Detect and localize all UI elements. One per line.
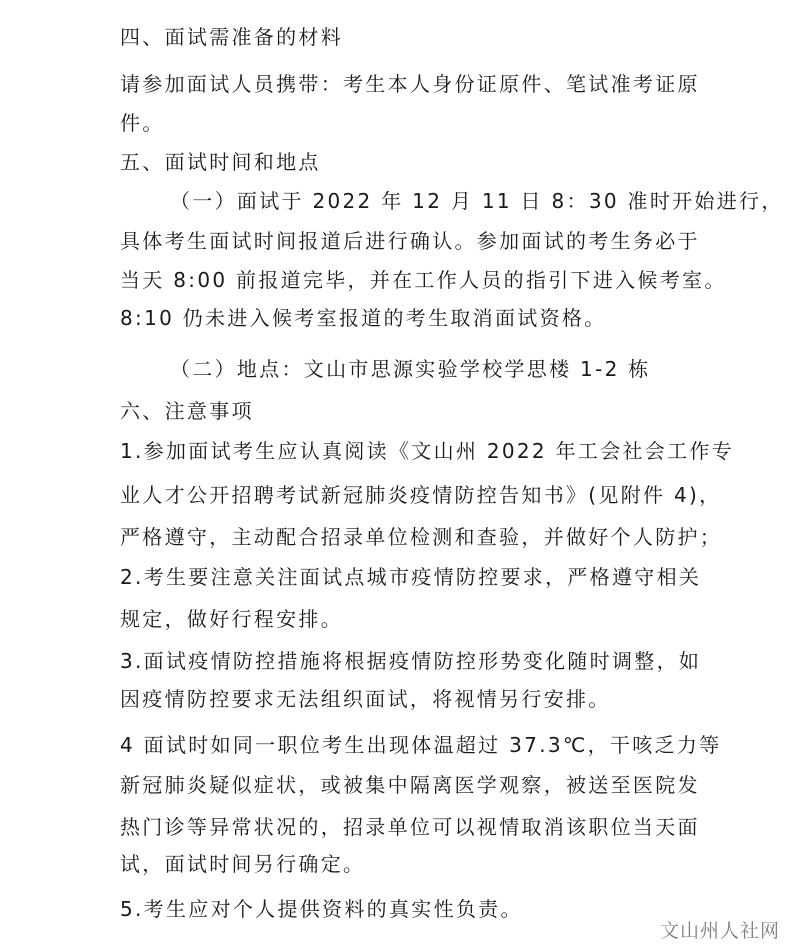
paragraph-line: 3.面试疫情防控措施将根据疫情防控形势变化随时调整，如 — [120, 649, 702, 673]
paragraph-line: （二）地点：文山市思源实验学校学思楼 1-2 栋 — [170, 357, 651, 381]
paragraph-line: 试，面试时间另行确定。 — [120, 852, 366, 876]
paragraph-line: 件。 — [120, 111, 165, 135]
paragraph-line: 5.考生应对个人提供资料的真实性负责。 — [120, 897, 523, 921]
paragraph-line: 具体考生面试时间报道后进行确认。参加面试的考生务必于 — [120, 229, 700, 253]
paragraph-line: 请参加面试人员携带：考生本人身份证原件、笔试准考证原 — [120, 72, 700, 96]
section-heading-notes: 六、注意事项 — [120, 399, 254, 423]
paragraph-line: 新冠肺炎疑似症状，或被集中隔离医学观察，被送至医院发 — [120, 773, 700, 797]
paragraph-line: 业人才公开招聘考试新冠肺炎疫情防控告知书》(见附件 4)， — [120, 483, 722, 507]
paragraph-line: 因疫情防控要求无法组织面试，将视情另行安排。 — [120, 687, 611, 711]
paragraph-line: 8:10 仍未进入候考室报道的考生取消面试资格。 — [120, 306, 607, 330]
section-heading-time-place: 五、面试时间和地点 — [120, 150, 321, 174]
paragraph-line: 4 面试时如同一职位考生出现体温超过 37.3℃，干咳乏力等 — [120, 733, 722, 757]
paragraph-line: （一）面试于 2022 年 12 月 11 日 8：30 准时开始进行， — [170, 189, 784, 213]
paragraph-line: 当天 8:00 前报道完毕，并在工作人员的指引下进入候考室。 — [120, 268, 727, 292]
paragraph-line: 2.考生要注意关注面试点城市疫情防控要求，严格遵守相关 — [120, 565, 702, 589]
paragraph-line: 热门诊等异常状况的，招录单位可以视情取消该职位当天面 — [120, 815, 700, 839]
section-heading-materials: 四、面试需准备的材料 — [120, 25, 343, 49]
paragraph-line: 1.参加面试考生应认真阅读《文山州 2022 年工会社会工作专 — [120, 439, 734, 463]
paragraph-line: 规定，做好行程安排。 — [120, 607, 343, 631]
site-watermark: 文山州人社网 — [659, 920, 780, 942]
paragraph-line: 严格遵守，主动配合招录单位检测和查验，并做好个人防护； — [120, 525, 723, 549]
